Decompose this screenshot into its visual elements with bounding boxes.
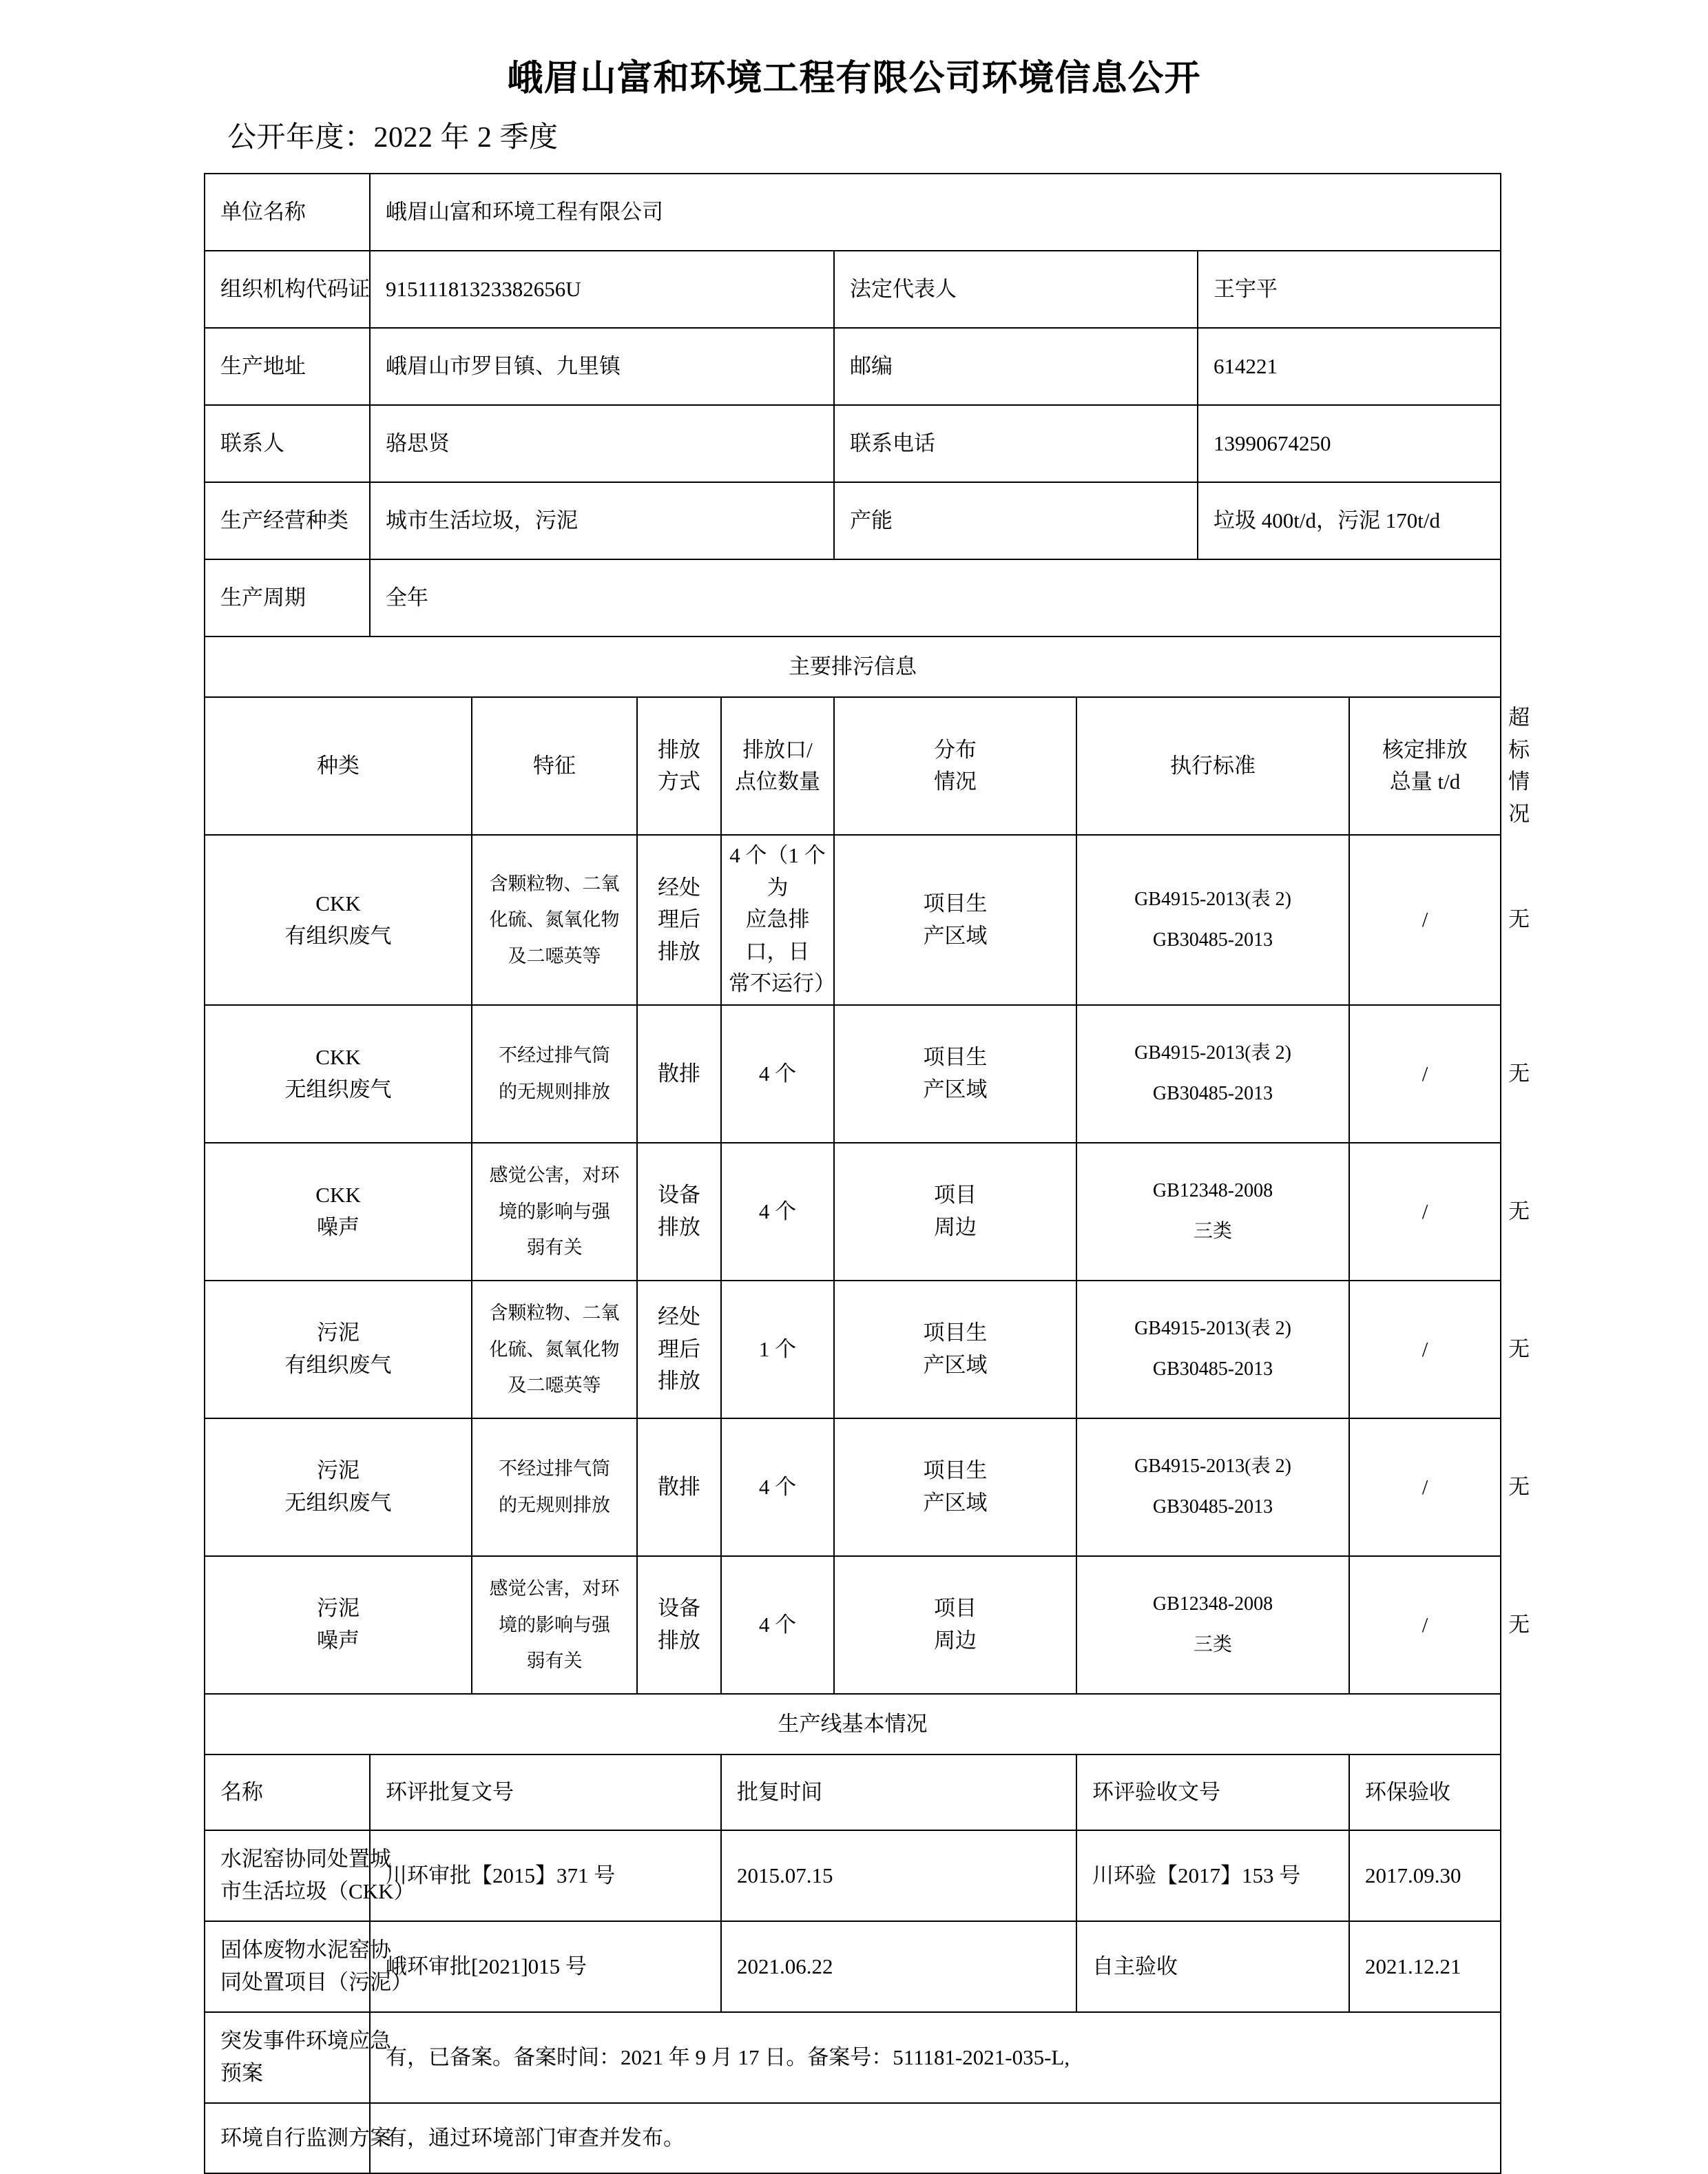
col-header-type: 种类 xyxy=(205,697,472,835)
standard-line1: GB4915-2013(表 2) xyxy=(1134,1456,1291,1478)
table-row-contact xyxy=(205,405,1501,482)
cell-approved-quota: / xyxy=(1349,1556,1501,1694)
distribution-line2: 周边 xyxy=(934,1628,977,1653)
discharge-method-line1: 经处 xyxy=(658,1305,700,1329)
discharge-method-line3: 排放 xyxy=(658,1369,700,1394)
cell-discharge-method: 散排 xyxy=(637,1418,721,1556)
table-row xyxy=(205,1830,1501,1921)
col-header-approved-quota-line1: 核定排放 xyxy=(1382,737,1468,762)
feature-line1: 感觉公害，对环 xyxy=(489,1577,620,1599)
page-title: 峨眉山富和环境工程有限公司环境信息公开 xyxy=(507,59,1201,99)
table-row-org-code xyxy=(205,251,1501,328)
line-name-line2: 市生活垃圾（CKK） xyxy=(220,1878,415,1903)
pollutant-type-line2: 噪声 xyxy=(317,1214,360,1239)
line-name-line1: 水泥窑协同处置城 xyxy=(220,1847,391,1872)
cell-approved-quota: / xyxy=(1349,1005,1501,1143)
standard-line2: GB30485-2013 xyxy=(1152,1358,1273,1380)
cell-eia-approval-no: 峨环审批[2021]015 号 xyxy=(370,1921,721,2012)
col-header-eia-acceptance-no: 环评验收文号 xyxy=(1076,1754,1349,1830)
table-row: 污泥 无组织废气 不经过排气筒 的无规则排放 散排 4 个 项目生 产区域 GB4915-2013(表 2) GB30485-2013 / 无 xyxy=(205,1418,1501,1556)
col-header-distribution xyxy=(834,697,1076,835)
feature-line1: 感觉公害，对环 xyxy=(489,1164,620,1186)
col-header-outlet-count-line2: 点位数量 xyxy=(735,769,820,794)
distribution-line1: 项目 xyxy=(934,1183,977,1208)
pollutant-type-line1: 污泥 xyxy=(317,1596,360,1621)
cell-env-acceptance: 2017.09.30 xyxy=(1349,1830,1501,1921)
cell-eia-acceptance-no: 川环验【2017】153 号 xyxy=(1076,1830,1349,1921)
table-row: CKK 噪声 感觉公害，对环 境的影响与强 弱有关 设备 排放 4 个 项目 周边 GB12348-2008 三类 / 无 xyxy=(205,1143,1501,1281)
feature-line2: 化硫、氮氧化物 xyxy=(489,909,620,931)
col-header-approved-quota xyxy=(1349,697,1501,835)
standard-line1: GB4915-2013(表 2) xyxy=(1134,1042,1291,1064)
standard-line2: 三类 xyxy=(1193,1633,1232,1655)
distribution-line2: 产区域 xyxy=(923,1490,988,1515)
cell-discharge-method xyxy=(637,1281,721,1418)
label-emergency-plan-line2: 预案 xyxy=(220,2060,263,2085)
table-row-production-address xyxy=(205,328,1501,405)
col-header-feature: 特征 xyxy=(472,697,637,835)
col-header-approved-quota-line2: 总量 t/d xyxy=(1389,769,1461,794)
col-header-outlet-count-line1: 排放口/ xyxy=(742,737,813,762)
feature-line3: 弱有关 xyxy=(526,1237,583,1259)
value-company-name: 峨眉山富和环境工程有限公司 xyxy=(370,174,1501,251)
label-org-code: 组织机构代码证 xyxy=(205,251,370,328)
standard-line2: 三类 xyxy=(1193,1220,1232,1242)
cell-outlet-count: 4 个 xyxy=(721,1005,834,1143)
table-row-pollution-headers: 种类 特征 排放 方式 排放口/ 点位数量 分布 情况 执行标准 核定排放 总量 t/d 超标 情况 xyxy=(205,697,1501,835)
main-table-wrapper xyxy=(204,173,1530,2174)
col-header-standard: 执行标准 xyxy=(1076,697,1349,835)
table-row-self-monitoring-plan xyxy=(205,2103,1501,2173)
value-org-code: 91511181323382656U xyxy=(370,251,834,328)
label-contact-person: 联系人 xyxy=(205,405,370,482)
cell-outlet-count: 4 个 xyxy=(721,1143,834,1281)
col-header-approval-date: 批复时间 xyxy=(721,1754,1076,1830)
table-row: CKK 有组织废气 含颗粒物、二氧 化硫、氮氧化物 及二噁英等 经处 理后 排放 4 个（1 个为 应急排口，日 常不运行） 项目生 产区域 GB4915-2013(表 2) GB30485-2013 / 无 xyxy=(205,835,1501,1005)
cell-feature xyxy=(472,1556,637,1694)
standard-line2: GB30485-2013 xyxy=(1152,1082,1273,1104)
cell-pollutant-type xyxy=(205,1556,472,1694)
discharge-method-line1: 设备 xyxy=(658,1183,700,1208)
label-emergency-plan-line1: 突发事件环境应急 xyxy=(220,2029,391,2053)
table-row-production-line-section-title xyxy=(205,1694,1501,1754)
feature-line1: 含颗粒物、二氧 xyxy=(489,1302,620,1323)
value-capacity: 垃圾 400t/d，污泥 170t/d xyxy=(1198,482,1501,559)
discharge-method-line2: 排放 xyxy=(658,1214,700,1239)
cell-distribution xyxy=(834,835,1076,1005)
feature-line2: 境的影响与强 xyxy=(499,1614,610,1635)
standard-line1: GB12348-2008 xyxy=(1152,1180,1273,1202)
col-header-eia-approval-no: 环评批复文号 xyxy=(370,1754,721,1830)
feature-line1: 不经过排气筒 xyxy=(499,1045,610,1066)
table-row-production-cycle xyxy=(205,559,1501,636)
cell-pollutant-type xyxy=(205,1281,472,1418)
cell-pollutant-type xyxy=(205,1418,472,1556)
label-self-monitoring-plan: 环境自行监测方案 xyxy=(205,2103,370,2173)
distribution-line2: 产区域 xyxy=(923,923,988,948)
standard-line1: GB12348-2008 xyxy=(1152,1593,1273,1615)
cell-discharge-method xyxy=(637,835,721,1005)
standard-line2: GB30485-2013 xyxy=(1152,929,1273,951)
cell-outlet-count: 4 个 xyxy=(721,1556,834,1694)
feature-line1: 含颗粒物、二氧 xyxy=(489,873,620,894)
cell-distribution xyxy=(834,1005,1076,1143)
cell-standard xyxy=(1076,1143,1349,1281)
label-capacity: 产能 xyxy=(834,482,1198,559)
col-header-discharge-method xyxy=(637,697,721,835)
table-row-pollution-section-title xyxy=(205,636,1501,697)
value-contact-phone: 13990674250 xyxy=(1198,405,1501,482)
cell-approved-quota: / xyxy=(1349,1143,1501,1281)
cell-pollutant-type xyxy=(205,1143,472,1281)
label-postal-code: 邮编 xyxy=(834,328,1198,405)
feature-line3: 弱有关 xyxy=(526,1650,583,1672)
cell-feature xyxy=(472,835,637,1005)
pollutant-type-line2: 噪声 xyxy=(317,1628,360,1653)
cell-outlet-count xyxy=(721,835,834,1005)
disclosure-period: 公开年度：2022 年 2 季度 xyxy=(227,122,559,154)
cell-feature xyxy=(472,1281,637,1418)
value-legal-representative: 王宇平 xyxy=(1198,251,1501,328)
feature-line1: 不经过排气筒 xyxy=(499,1458,610,1480)
label-production-address: 生产地址 xyxy=(205,328,370,405)
pollutant-type-line2: 无组织废气 xyxy=(284,1490,392,1515)
standard-line2: GB30485-2013 xyxy=(1152,1495,1273,1518)
value-postal-code: 614221 xyxy=(1198,328,1501,405)
cell-approval-date: 2021.06.22 xyxy=(721,1921,1076,2012)
col-header-discharge-method-line2: 方式 xyxy=(658,769,700,794)
table-row-business-type xyxy=(205,482,1501,559)
cell-pollutant-type xyxy=(205,835,472,1005)
discharge-method-line2: 理后 xyxy=(658,1336,700,1361)
label-contact-phone: 联系电话 xyxy=(834,405,1198,482)
value-emergency-plan: 有，已备案。备案时间：2021 年 9 月 17 日。备案号：511181-2021-035-L, xyxy=(370,2012,1501,2103)
environment-disclosure-table xyxy=(204,173,1530,2174)
discharge-method-line2: 排放 xyxy=(658,1628,700,1653)
feature-line2: 的无规则排放 xyxy=(499,1081,610,1102)
cell-discharge-method xyxy=(637,1556,721,1694)
col-header-env-acceptance: 环保验收 xyxy=(1349,1754,1501,1830)
label-production-cycle: 生产周期 xyxy=(205,559,370,636)
feature-line3: 及二噁英等 xyxy=(508,1375,601,1396)
pollutant-type-line2: 有组织废气 xyxy=(284,1352,392,1377)
line-name-line2: 同处置项目（污泥） xyxy=(220,1969,413,1994)
value-production-address: 峨眉山市罗目镇、九里镇 xyxy=(370,328,834,405)
pollutant-type-line2: 有组织废气 xyxy=(284,923,392,948)
label-business-type: 生产经营种类 xyxy=(205,482,370,559)
table-row-emergency-plan xyxy=(205,2012,1501,2103)
value-business-type: 城市生活垃圾，污泥 xyxy=(370,482,834,559)
outlet-count-line3: 常不运行） xyxy=(729,971,835,996)
col-header-outlet-count xyxy=(721,697,834,835)
cell-standard xyxy=(1076,1281,1349,1418)
cell-distribution xyxy=(834,1556,1076,1694)
col-header-discharge-method-line1: 排放 xyxy=(658,737,700,762)
distribution-line2: 周边 xyxy=(934,1214,977,1239)
table-row: 污泥 噪声 感觉公害，对环 境的影响与强 弱有关 设备 排放 4 个 项目 周边 GB12348-2008 三类 / 无 xyxy=(205,1556,1501,1694)
standard-line1: GB4915-2013(表 2) xyxy=(1134,888,1291,910)
cell-approved-quota: / xyxy=(1349,835,1501,1005)
value-self-monitoring-plan: 有，通过环境部门审查并发布。 xyxy=(370,2103,1501,2173)
col-header-distribution-line2: 情况 xyxy=(934,769,977,794)
pollutant-type-line2: 无组织废气 xyxy=(284,1077,392,1101)
cell-standard xyxy=(1076,1418,1349,1556)
distribution-line1: 项目生 xyxy=(923,1321,988,1345)
feature-line3: 及二噁英等 xyxy=(508,945,601,966)
col-header-line-name: 名称 xyxy=(205,1754,370,1830)
outlet-count-line1: 4 个（1 个为 xyxy=(729,843,826,900)
cell-feature xyxy=(472,1143,637,1281)
feature-line2: 境的影响与强 xyxy=(499,1201,610,1222)
cell-distribution xyxy=(834,1418,1076,1556)
pollutant-type-line1: 污泥 xyxy=(317,1458,360,1483)
cell-outlet-count: 4 个 xyxy=(721,1418,834,1556)
pollutant-type-line1: CKK xyxy=(315,1183,361,1208)
cell-approval-date: 2015.07.15 xyxy=(721,1830,1076,1921)
pollutant-type-line1: CKK xyxy=(315,1045,361,1070)
distribution-line1: 项目 xyxy=(934,1596,977,1621)
cell-feature xyxy=(472,1418,637,1556)
feature-line2: 的无规则排放 xyxy=(499,1494,610,1515)
cell-discharge-method xyxy=(637,1143,721,1281)
production-line-section-title: 生产线基本情况 xyxy=(205,1694,1501,1754)
line-name-line1: 固体废物水泥窑协 xyxy=(220,1938,391,1963)
cell-standard xyxy=(1076,1556,1349,1694)
distribution-line1: 项目生 xyxy=(923,1458,988,1483)
cell-approved-quota: / xyxy=(1349,1418,1501,1556)
outlet-count-line2: 应急排口，日 xyxy=(745,907,810,964)
cell-line-name xyxy=(205,1921,413,2012)
cell-pollutant-type xyxy=(205,1005,472,1143)
cell-standard xyxy=(1076,1005,1349,1143)
cell-standard xyxy=(1076,835,1349,1005)
cell-distribution xyxy=(834,1143,1076,1281)
cell-distribution xyxy=(834,1281,1076,1418)
cell-feature xyxy=(472,1005,637,1143)
discharge-method-line3: 排放 xyxy=(658,939,700,964)
label-legal-representative: 法定代表人 xyxy=(834,251,1198,328)
cell-discharge-method: 散排 xyxy=(637,1005,721,1143)
col-header-distribution-line1: 分布 xyxy=(934,737,977,762)
cell-line-name xyxy=(205,1830,415,1921)
cell-eia-approval-no: 川环审批【2015】371 号 xyxy=(370,1830,721,1921)
table-row-production-line-headers xyxy=(205,1754,1501,1830)
table-row: 污泥 有组织废气 含颗粒物、二氧 化硫、氮氧化物 及二噁英等 经处 理后 排放 1 个 项目生 产区域 GB4915-2013(表 2) GB30485-2013 / 无 xyxy=(205,1281,1501,1418)
cell-outlet-count: 1 个 xyxy=(721,1281,834,1418)
label-emergency-plan xyxy=(205,2012,391,2103)
value-production-cycle: 全年 xyxy=(370,559,1501,636)
discharge-method-line1: 经处 xyxy=(658,875,700,900)
discharge-method-line1: 设备 xyxy=(658,1596,700,1621)
table-row: CKK 无组织废气 不经过排气筒 的无规则排放 散排 4 个 项目生 产区域 GB4915-2013(表 2) GB30485-2013 / 无 xyxy=(205,1005,1501,1143)
distribution-line1: 项目生 xyxy=(923,891,988,916)
discharge-method-line2: 理后 xyxy=(658,907,700,932)
cell-env-acceptance: 2021.12.21 xyxy=(1349,1921,1501,2012)
table-row xyxy=(205,1921,1501,2012)
pollutant-type-line1: 污泥 xyxy=(317,1321,360,1345)
label-company-name: 单位名称 xyxy=(205,174,370,251)
table-row-company-name xyxy=(205,174,1501,251)
distribution-line2: 产区域 xyxy=(923,1352,988,1377)
pollutant-type-line1: CKK xyxy=(315,891,361,916)
cell-eia-acceptance-no: 自主验收 xyxy=(1076,1921,1349,2012)
distribution-line2: 产区域 xyxy=(923,1077,988,1101)
value-contact-person: 骆思贤 xyxy=(370,405,834,482)
standard-line1: GB4915-2013(表 2) xyxy=(1134,1318,1291,1340)
cell-approved-quota: / xyxy=(1349,1281,1501,1418)
distribution-line1: 项目生 xyxy=(923,1045,988,1070)
feature-line2: 化硫、氮氧化物 xyxy=(489,1338,620,1360)
pollution-section-title: 主要排污信息 xyxy=(205,636,1501,697)
